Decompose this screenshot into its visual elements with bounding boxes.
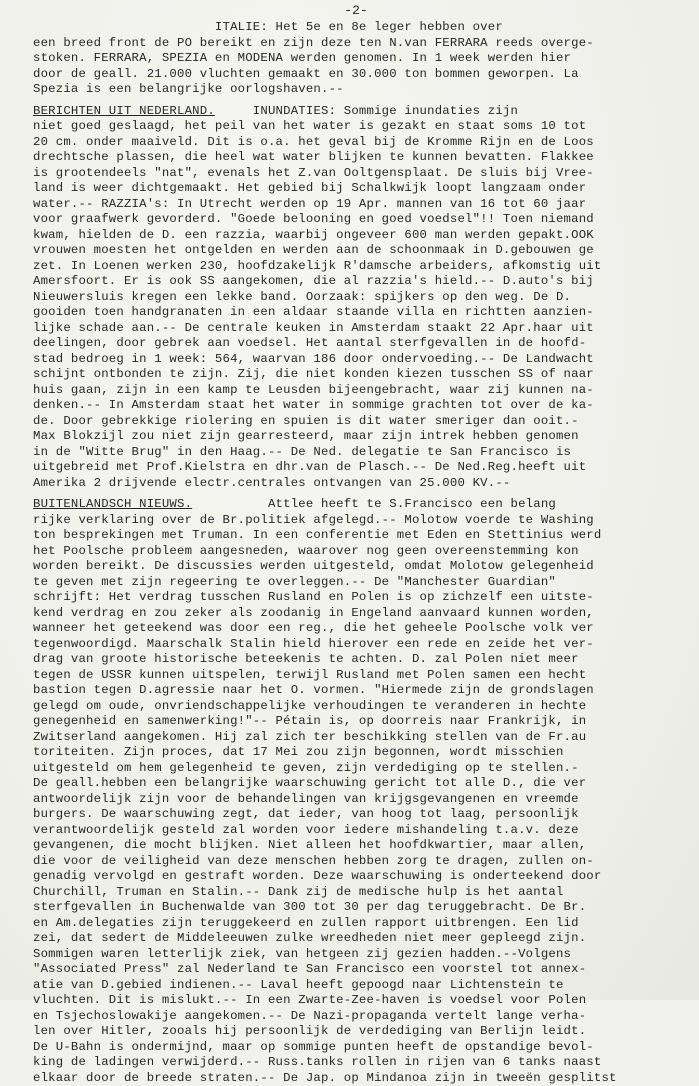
text-line: water.-- RAZZIA's: In Utrecht werden op 19 Apr. mannen van 16 tot 60 jaar — [33, 197, 679, 213]
text-line: len over Hitler, zooals hij persoonlijk de verdediging van Berlijn leidt. — [33, 1024, 679, 1040]
text-line: drag van groote historische beteekenis te achten. D. zal Polen niet meer — [33, 652, 679, 668]
text-line: niet goed geslaagd, het peil van het water is gezakt en staat soms 10 tot — [33, 119, 679, 135]
text-line: uitgesteld om hem gelegenheid te geven, zijn verdediging op te stellen.- — [33, 761, 679, 777]
text-line: Amersfoort. Er is ook SS aangekomen, die al razzia's hield.-- D.auto's bij — [33, 274, 679, 290]
text-line: is grootendeels "nat", evenals het Z.van Ooltgensplaat. De sluis bij Vree- — [33, 166, 679, 182]
text-line: Max Blokzijl zou niet zijn gearresteerd, maar zijn intrek hebben genomen — [33, 429, 679, 445]
text-line: rijke verklaring over de Br.politiek afgelegd.-- Molotow voerde te Washing — [33, 513, 679, 529]
text-line: deelingen, door gebrek aan voedsel. Het aantal sterfgevallen in de hoofd- — [33, 336, 679, 352]
text-line: door de geall. 21.000 vluchten gemaakt en 30.000 ton bommen geworpen. La — [33, 67, 679, 83]
text-line: burgers. De waarschuwing zegt, dat ieder, van hoog tot laag, persoonlijk — [33, 807, 679, 823]
text-line: tegen de USSR kunnen uitspelen, terwijl Rusland met Polen samen een hecht — [33, 668, 679, 684]
text-line: die voor de veiligheid van deze menschen hebben zorg te dragen, zullen on- — [33, 854, 679, 870]
text-line: huis gaan, zijn in een kamp te Leusden bijeengebracht, waar zij kunnen na- — [33, 383, 679, 399]
text-line: BERICHTEN UIT NEDERLAND. INUNDATIES: Sommige inundaties zijn — [33, 104, 679, 120]
text-line: "Associated Press" zal Nederland te San Francisco een voorstel tot annex- — [33, 962, 679, 978]
text-line: king de ladingen verwijderd.-- Russ.tanks rollen in rijen van 6 tanks naast — [33, 1055, 679, 1071]
text-line: toriteiten. Zijn proces, dat 17 Mei zou zijn begonnen, wordt misschien — [33, 745, 679, 761]
text-line: tegenwoordigd. Maarschalk Stalin hield hierover een rede en zeide het ver- — [33, 637, 679, 653]
text-line: sterfgevallen in Buchenwalde van 300 tot 30 per dag teruggebracht. De Br. — [33, 900, 679, 916]
text-line: vrouwen moesten het ontgelden en werden aan de schoonmaak in D.gebouwen ge — [33, 243, 679, 259]
text-line: Amerika 2 drijvende electr.centrales ontvangen van 25.000 KV.-- — [33, 476, 679, 492]
text-line: uitgebreid met Prof.Kielstra en dhr.van de Plasch.-- De Ned.Reg.heeft uit — [33, 460, 679, 476]
text-line: en Am.delegaties zijn teruggekeerd en zullen rapport uitbrengen. Een lid — [33, 916, 679, 932]
text-line: genadig vervolgd en gestraft worden. Deze waarschuwing is onderteekend door — [33, 869, 679, 885]
text-line: BUITENLANDSCH NIEUWS. Attlee heeft te S.Francisco een belang — [33, 497, 679, 513]
text-line: stad bedroeg in 1 week: 564, waarvan 186 door ondervoeding.-- De Landwacht — [33, 352, 679, 368]
text-line: gelegd om oude, onvriendschappelijke verhoudingen te veranderen in hechte — [33, 699, 679, 715]
text-line: Sommigen waren letterlijk ziek, van hetgeen zij gezien hadden.--Volgens — [33, 947, 679, 963]
text-line: wanneer het geteekend was door een reg., die het geheele Poolsche volk ver — [33, 621, 679, 637]
text-line: kwam, hielden de D. een razzia, waarbij ongeveer 600 man werden gepakt.OOK — [33, 228, 679, 244]
text-line: zet. In Loenen werken 230, hoofdzakelijk R'damsche arbeiders, afkomstig uit — [33, 259, 679, 275]
text-line: De geall.hebben een belangrijke waarschuwing gericht tot alle D., die ver — [33, 776, 679, 792]
text-line: schrijft: Het verdrag tusschen Rusland en Polen is op zichzelf een uitste- — [33, 590, 679, 606]
text-line: het Poolsche probleem aangesneden, waarover nog geen overeenstemming kon — [33, 544, 679, 560]
text-line: lijke schade aan.-- De centrale keuken in Amsterdam staakt 22 Apr.haar uit — [33, 321, 679, 337]
text-line: Zwitserland aangekomen. Hij zal zich ter beschikking stellen van de Fr.au — [33, 730, 679, 746]
text-line: De U-Bahn is ondermijnd, maar op sommige punten heeft de opstandige bevol- — [33, 1040, 679, 1056]
text-line: kend verdrag en zou zeker als zoodanig in Engeland aanvaard kunnen worden, — [33, 606, 679, 622]
text-line: in de "Witte Brug" in den Haag.-- De Ned. delegatie te San Francisco is — [33, 445, 679, 461]
section-buitenlandsch-nieuws — [33, 497, 679, 1086]
text-line: 20 cm. onder maaiveld. Dit is o.a. het geval bij de Kromme Rijn en de Loos — [33, 135, 679, 151]
text-line: zei, dat sedert de Middeleeuwen zulke wreedheden niet meer gepleegd zijn. — [33, 931, 679, 947]
text-line: vluchten. Dit is mislukt.-- In een Zwarte-Zee-haven is voedsel voor Polen — [33, 993, 679, 1009]
text-line: elkaar door de breede straten.-- De Jap. op Mindanoa zijn in tweeën gesplitst — [33, 1071, 679, 1086]
text-line: genegenheid en samenwerking!"-- Pétain is, op doorreis naar Frankrijk, in — [33, 714, 679, 730]
text-line: gevangenen, die mocht blijken. Niet alleen het hoofdkwartier, maar allen, — [33, 838, 679, 854]
section-heading: BERICHTEN UIT NEDERLAND. — [33, 104, 215, 118]
text-line: bastion tegen D.agressie naar het O. vormen. "Hiermede zijn de grondslagen — [33, 683, 679, 699]
text-line: stoken. FERRARA, SPEZIA en MODENA werden genomen. In 1 week werden hier — [33, 51, 679, 67]
text-line: Churchill, Truman en Stalin.-- Dank zij de medische hulp is het aantal — [33, 885, 679, 901]
text-line: gooiden toen handgranaten in een aldaar staande villa en richtten aanzien- — [33, 305, 679, 321]
section-berichten-uit-nederland — [33, 104, 679, 492]
text-line: de. Door gebrekkige riolering en spuien is dit water smeriger dan ooit.- — [33, 414, 679, 430]
text-line: denken.-- In Amsterdam staat het water in sommige grachten tot over de ka- — [33, 398, 679, 414]
text-line: verantwoordelijk gesteld zal worden voor iedere mishandeling t.a.v. deze — [33, 823, 679, 839]
text-line: een breed front de PO bereikt en zijn deze ten N.van FERRARA reeds overge- — [33, 36, 679, 52]
text-line: en Tsjechoslowakije aangekomen.-- De Nazi-propaganda vertelt lange verha- — [33, 1009, 679, 1025]
text-line: ITALIE: Het 5e en 8e leger hebben over — [33, 20, 679, 36]
text-line: te geven met zijn regeering te overleggen.-- De "Manchester Guardian" — [33, 575, 679, 591]
text-line: Spezia is een belangrijke oorlogshaven.-- — [33, 82, 679, 98]
text-line: worden bereikt. De discussies werden uitgesteld, omdat Molotow gelegenheid — [33, 559, 679, 575]
text-line: drechtsche plassen, die heel wat water blijken te kunnen bevatten. Flakkee — [33, 150, 679, 166]
text-line: ton besprekingen met Truman. In een conferentie met Eden en Stettinius werd — [33, 528, 679, 544]
text-line: voor graafwerk gevorderd. "Goede belooning en goed voedsel"!! Toen niemand — [33, 212, 679, 228]
text-line: land is weer dichtgemaakt. Het gebied bij Schalkwijk loopt langzaam onder — [33, 181, 679, 197]
page-number: -2- — [33, 2, 679, 20]
section-italie — [33, 20, 679, 98]
text-line: antwoordelijk zijn voor de behandelingen van krijgsgevangenen en vreemde — [33, 792, 679, 808]
text-line: schijnt ontbonden te zijn. Zij, die niet konden kiezen tusschen SS of naar — [33, 367, 679, 383]
text-line: atie van D.gebied indienen.-- Laval heeft gepoogd naar Lichtenstein te — [33, 978, 679, 994]
text-line: Nieuwersluis kregen een lekke band. Oorzaak: spijkers op den weg. De D. — [33, 290, 679, 306]
section-heading: BUITENLANDSCH NIEUWS. — [33, 497, 192, 511]
